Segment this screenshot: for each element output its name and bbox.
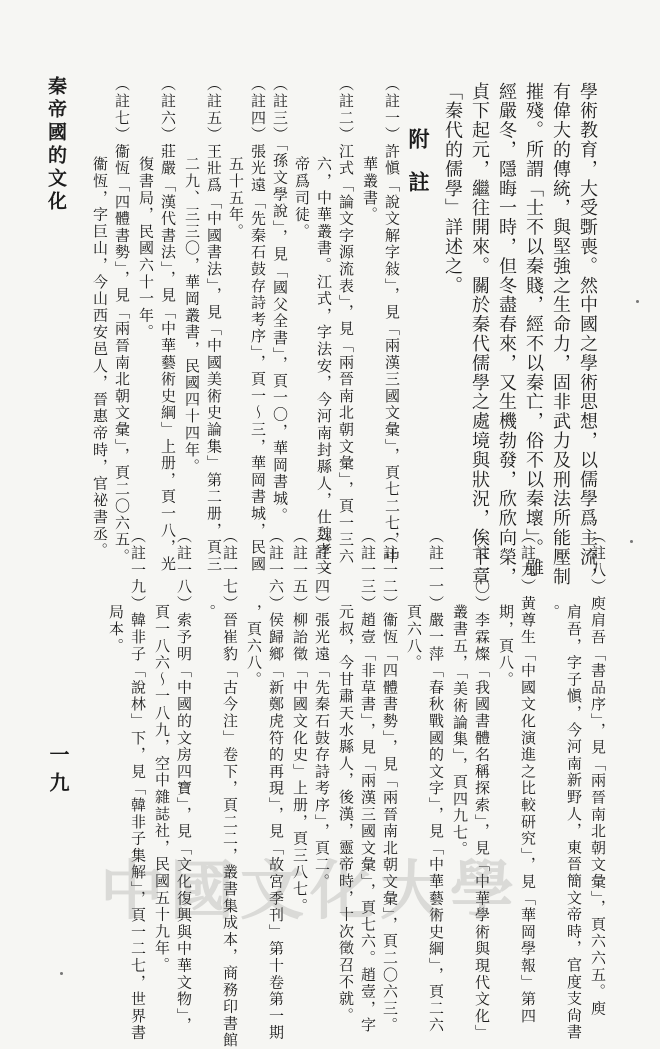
running-title: 秦帝國的文化 bbox=[45, 76, 67, 214]
note-lower-2: 肩吾，字子愼，今河南新野人，東晉簡文帝時，官度支尙書 bbox=[565, 604, 583, 1041]
body-line-3: 摧殘。所謂「士不以秦賤，經不以秦亡，俗不以秦壞」。雖 bbox=[523, 82, 544, 578]
body-line-5: 貞下起元，繼往開來。關於秦代儒學之處境與狀況，俟下章 bbox=[469, 82, 490, 587]
note-upper-14: 衞恆，字巨山，今山西安邑人，晉惠帝時，官祕書丞。 bbox=[91, 156, 109, 560]
note-lower-16: ，頁六八。 bbox=[245, 604, 263, 688]
notes-heading: 附註 bbox=[406, 128, 431, 214]
body-line-1: 學術教育，大受斲喪。然中國之學術思想，以儒學爲主流， bbox=[577, 82, 598, 587]
note-upper-7: （註四）張光遠「先秦石鼓存詩考序」，頁一～三，華岡書城，民國 bbox=[249, 76, 267, 573]
note-upper-3: （註二）江式「論文字源流表」，見「兩晉南北朝文彙」，頁一三六 bbox=[337, 76, 355, 565]
scan-speck bbox=[636, 300, 639, 303]
note-upper-8: 五十五年。 bbox=[227, 156, 245, 240]
note-upper-9: （註五）王壯爲「中國書法」，見「中國美術史論集」第二册，頁三 bbox=[205, 76, 223, 573]
note-lower-3: 。 bbox=[543, 604, 561, 621]
scan-speck bbox=[630, 540, 633, 543]
note-upper-2: 華叢書。 bbox=[361, 156, 379, 224]
note-upper-10: 二九、三三〇，華岡叢書，民國四十四年。 bbox=[183, 156, 201, 476]
library-watermark: 中國文化大學 bbox=[100, 855, 520, 929]
body-line-4: 經嚴冬，隱晦一時，但冬盡春來，又生機勃發，欣欣向榮， bbox=[496, 82, 517, 587]
note-upper-13: （註七）衞恆「四體書勢」，見「兩晉南北朝文彙」，頁二〇六五。 bbox=[113, 76, 131, 565]
note-lower-18: 。 bbox=[199, 604, 217, 621]
note-lower-17: （註一七）晉崔豹「古今注」卷下，頁二二，叢書集成本，商務印書館 bbox=[221, 528, 239, 1049]
note-lower-6: （註一〇）李霖燦「我國書體名稱探索」，見「中華學術與現代文化」 bbox=[473, 528, 491, 1042]
note-lower-9: 頁六八。 bbox=[405, 604, 423, 672]
note-lower-8: （註一一）嚴一萍「春秋戰國的文字」，見「中華藝術史綱」，頁二六 bbox=[427, 528, 445, 1034]
note-lower-11: （註一三）趙壹「非草書」，見「兩漢三國文彙」，頁七六。趙壹，字 bbox=[359, 528, 377, 1034]
note-upper-5: 帝爲司徒。 bbox=[293, 156, 311, 240]
note-lower-14: （註一五）柳詒徵「中國文化史」上册，頁三八七。 bbox=[291, 528, 309, 915]
note-lower-4: （註九）黄尊生「中國文化演進之比較研究」，見「華岡學報」第四 bbox=[519, 528, 537, 1025]
note-lower-1: （註八）庾肩吾「書品序」，見「兩晉南北朝文彙」，頁六六五。庾 bbox=[589, 528, 607, 1017]
note-lower-7: 叢書五，「美術論集」，頁四九七。 bbox=[451, 604, 469, 858]
note-upper-12: 復書局，民國六十一年。 bbox=[137, 156, 155, 341]
note-lower-13: （註一四）張光遠「先秦石鼓存詩考序」，頁二。 bbox=[313, 528, 331, 891]
note-lower-12: 元叔，今甘肅天水縣人，後漢，靈帝時，十次徵召不就。 bbox=[337, 604, 355, 1024]
body-line-2: 有偉大的傳統，與堅強之生命力，固非武力及刑法所能壓制 bbox=[550, 82, 571, 587]
note-lower-20: 頁一八六～一八九，空中雜誌社，民國五十九年。 bbox=[153, 604, 171, 974]
note-lower-5: 期，頁八。 bbox=[497, 604, 515, 688]
note-upper-11: （註六）莊嚴「漢代書法」，見「中華藝術史綱」上册，頁一八，光 bbox=[159, 76, 177, 573]
note-lower-22: 局本。 bbox=[107, 604, 125, 655]
body-line-6: 「秦代的儒學」詳述之。 bbox=[442, 82, 463, 296]
note-upper-4: 六，中華叢書。江式，字法安，今河南封縣人，仕魏孝文 bbox=[315, 156, 333, 576]
note-upper-1: （註一）許愼「說文解字敍」，見「兩漢三國文彙」，頁七二七，中 bbox=[383, 76, 401, 565]
scan-speck bbox=[60, 972, 63, 975]
note-upper-6: （註三）「孫文學說」，見「國父全書」，頁一〇，華岡書城。 bbox=[271, 76, 289, 524]
note-lower-15: （註一六）侯歸鄉「新鄭虎符的再現」，見「故宮季刊」第十卷第一期 bbox=[267, 528, 285, 1042]
note-lower-19: （註一八）索予明「中國的文房四寶」，見「文化復興與中華文物」， bbox=[175, 528, 193, 1034]
note-lower-10: （註一二）衞恆「四體書勢」，見「兩晉南北朝文彙」，頁二〇六三。 bbox=[381, 528, 399, 1034]
note-lower-21: （註一九）韓非子「說林」下，見「韓非子集解」，頁一二七，世界書 bbox=[129, 528, 147, 1042]
page-number: 一九 bbox=[46, 744, 70, 800]
